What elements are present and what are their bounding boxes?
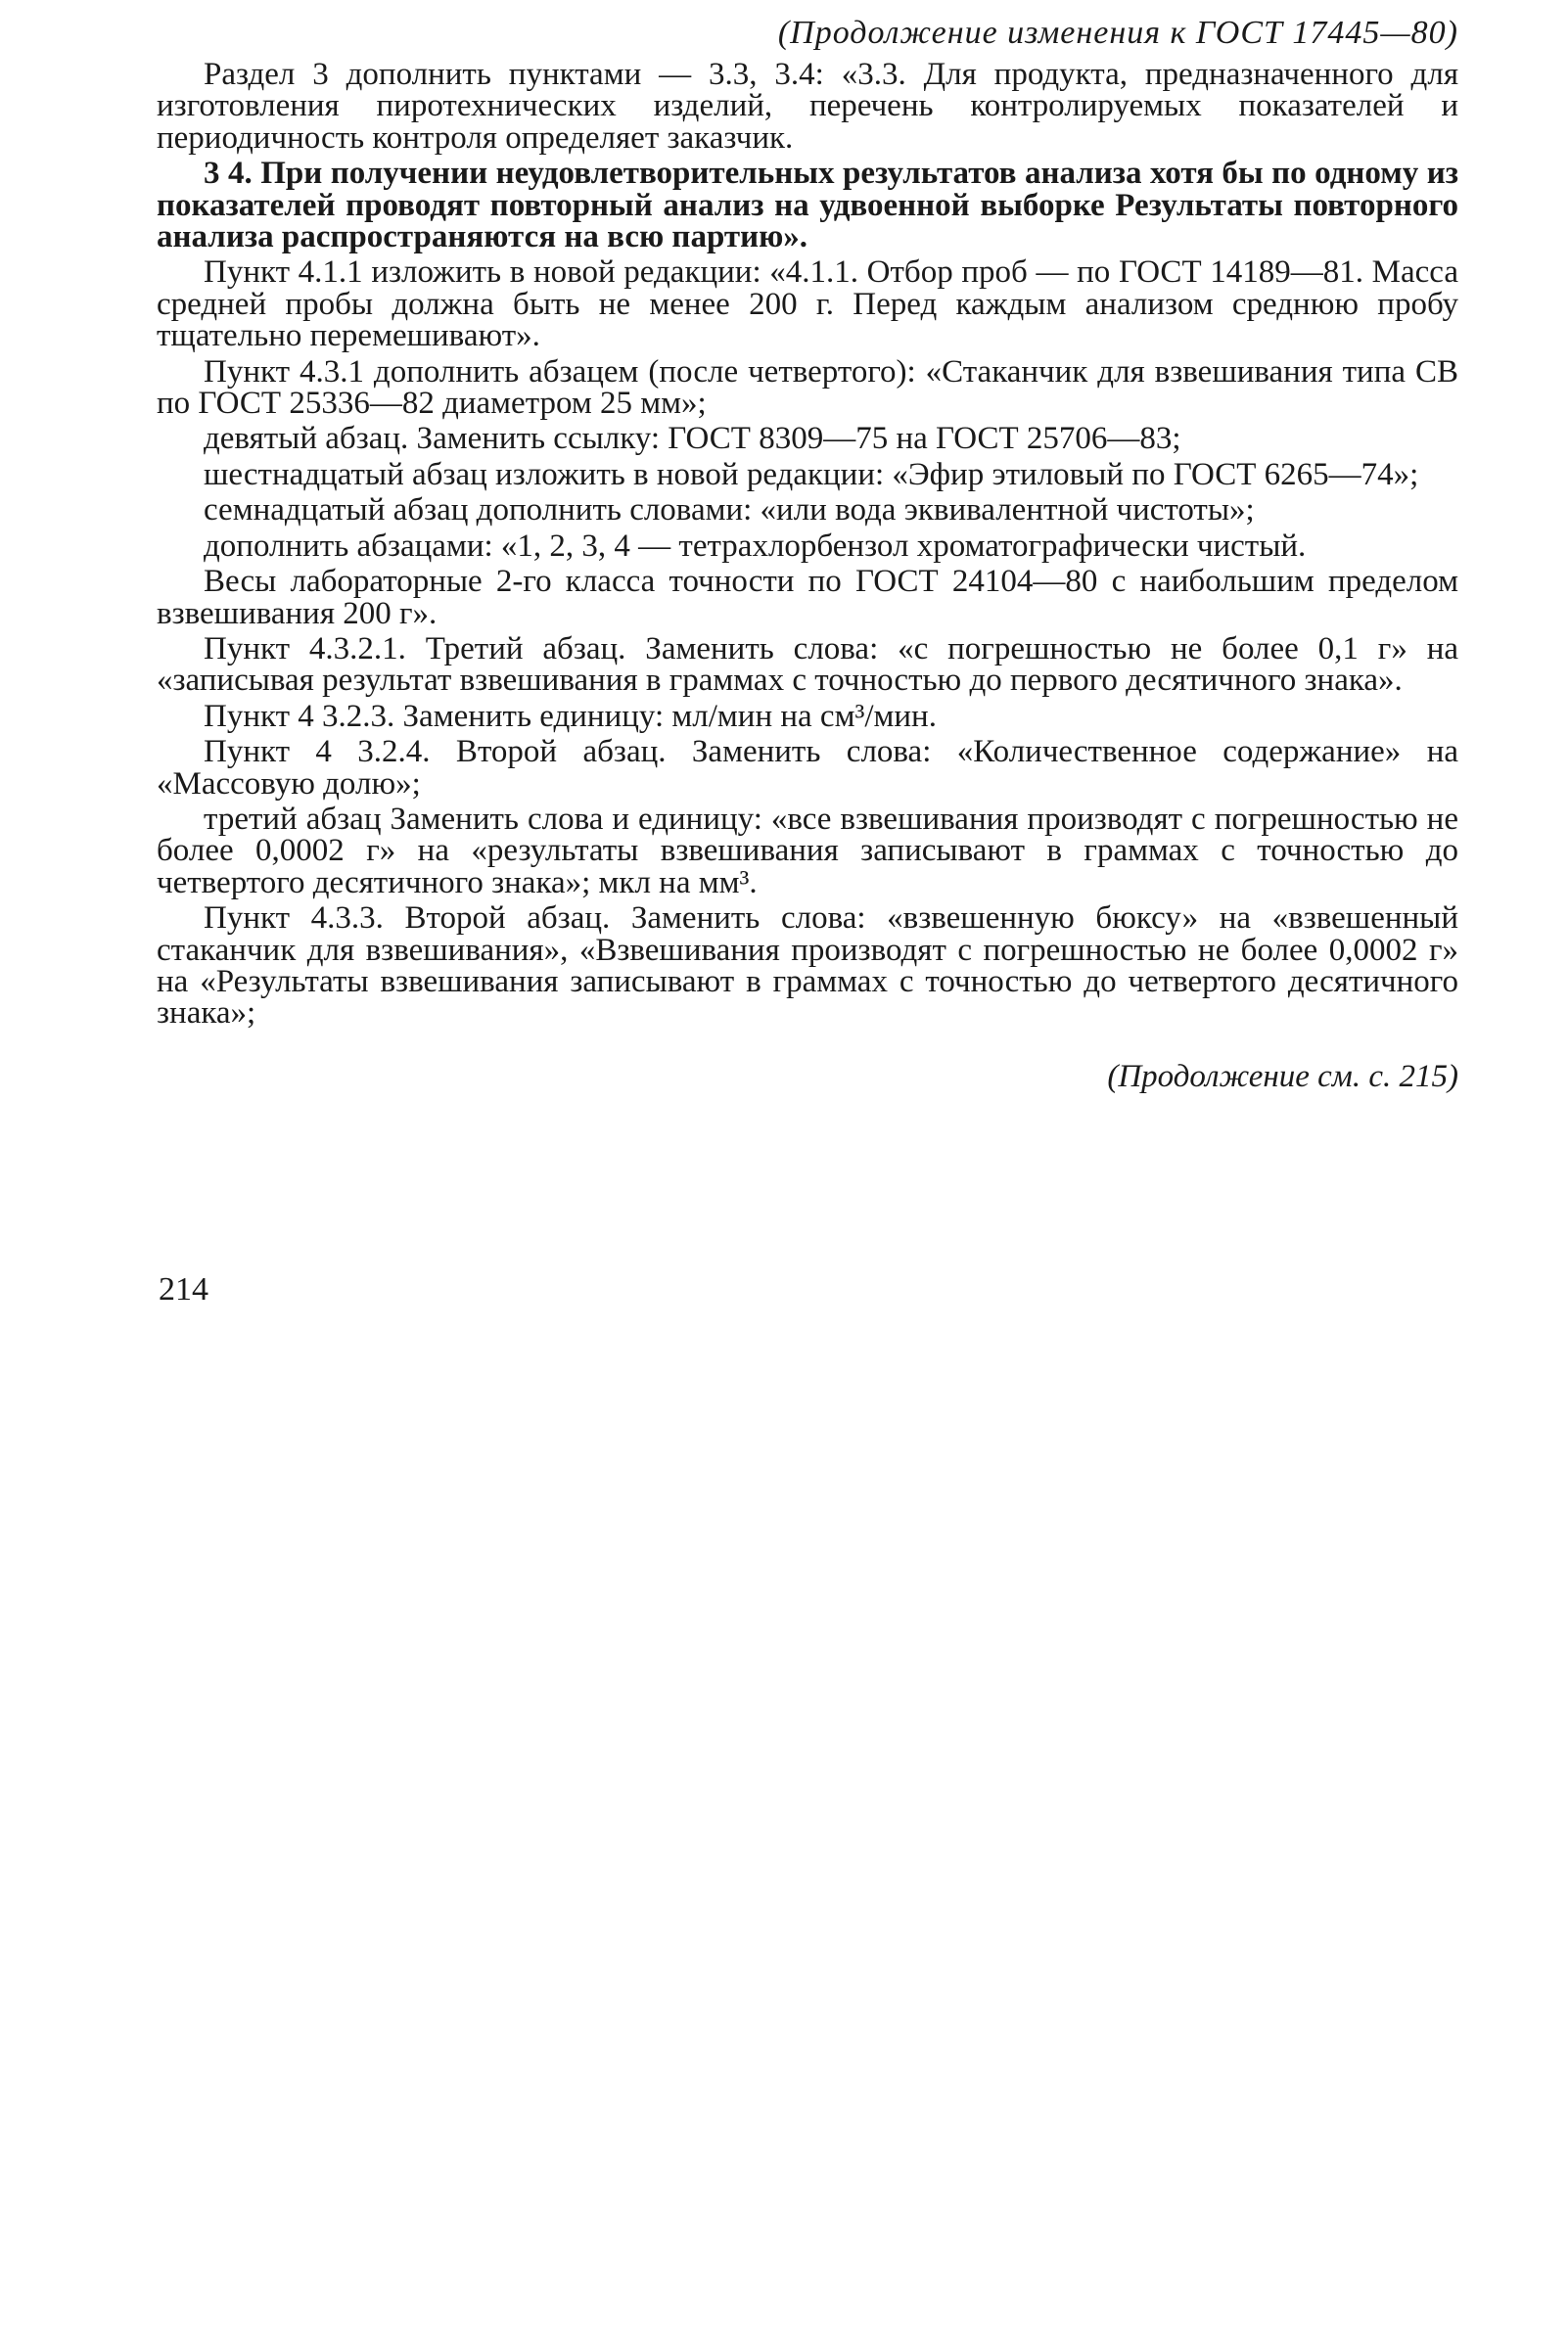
paragraph-ninth: девятый абзац. Заменить ссылку: ГОСТ 8309—75 на ГОСТ 25706—83; (204, 421, 1181, 457)
running-header: (Продолжение изменения к ГОСТ 17445—80) (777, 15, 1458, 51)
paragraph-4-3-2-3: Пункт 4 3.2.3. Заменить единицу: мл/мин на см³/мин. (204, 698, 937, 734)
paragraph-scales: Весы лабораторные 2-го класса точности по ГОСТ 24104—80 с наибольшим пределом взвешивания 200 г». (157, 564, 1458, 631)
paragraph-4-3-3: Пункт 4.3.3. Второй абзац. Заменить слова: «взвешенную бюксу» на «взвешенный стаканчик для взвешивания», «Взвешивания производят с погрешностью не более 0,0002 г» на «Результаты взвешивания записывают в граммах с точностью до четвертого десятичного знака»; (157, 900, 1458, 1032)
paragraph-4-1-1: Пункт 4.1.1 изложить в новой редакции: «4.1.1. Отбор проб — по ГОСТ 14189—81. Масса средней пробы должна быть не менее 200 г. Перед каждым анализом среднюю пробу тщательно перемешивают». (157, 254, 1458, 354)
paragraph-4-3-1: Пункт 4.3.1 дополнить абзацем (после четвертого): «Стаканчик для взвешивания типа СВ по ГОСТ 25336—82 диаметром 25 мм»; (157, 353, 1458, 422)
paragraph-add: дополнить абзацами: «1, 2, 3, 4 — тетрахлорбензол хроматографически чистый. (204, 528, 1307, 564)
paragraph-seventeenth: семнадцатый абзац дополнить словами: «или вода эквивалентной чистоты»; (204, 492, 1255, 528)
paragraph-section-3: Раздел 3 дополнить пунктами — 3.3, 3.4: «3.3. Для продукта, предназначенного для изготовления пиротехнических изделий, перечень контролируемых показателей и периодичность контроля определяет заказчик. (157, 57, 1458, 156)
page-number: 214 (159, 1271, 208, 1308)
continuation-note: (Продолжение см. с. 215) (1107, 1058, 1458, 1094)
document-body (157, 59, 1458, 1030)
paragraph-third: третий абзац Заменить слова и единицу: «все взвешивания производят с погрешностью не более 0,0002 г» на «результаты взвешивания записывают в граммах с точностью до четвертого десятичного знака»; мкл на мм³. (157, 801, 1458, 900)
paragraph-4-3-2-1: Пункт 4.3.2.1. Третий абзац. Заменить слова: «с погрешностью не более 0,1 г» на «записывая результат взвешивания в граммах с точностью до первого десятичного знака». (157, 630, 1458, 699)
paragraph-4-3-2-4: Пункт 4 3.2.4. Второй абзац. Заменить слова: «Количественное содержание» на «Массовую долю»; (157, 734, 1458, 802)
paragraph-sixteenth: шестнадцатый абзац изложить в новой редакции: «Эфир этиловый по ГОСТ 6265—74»; (204, 456, 1419, 492)
paragraph-3-4: 3 4. При получении неудовлетворительных результатов анализа хотя бы по одному из показателей проводят повторный анализ на удвоенной выборке Результаты повторного анализа распространяются на всю партию». (157, 156, 1458, 255)
document-page (157, 8, 1458, 1096)
